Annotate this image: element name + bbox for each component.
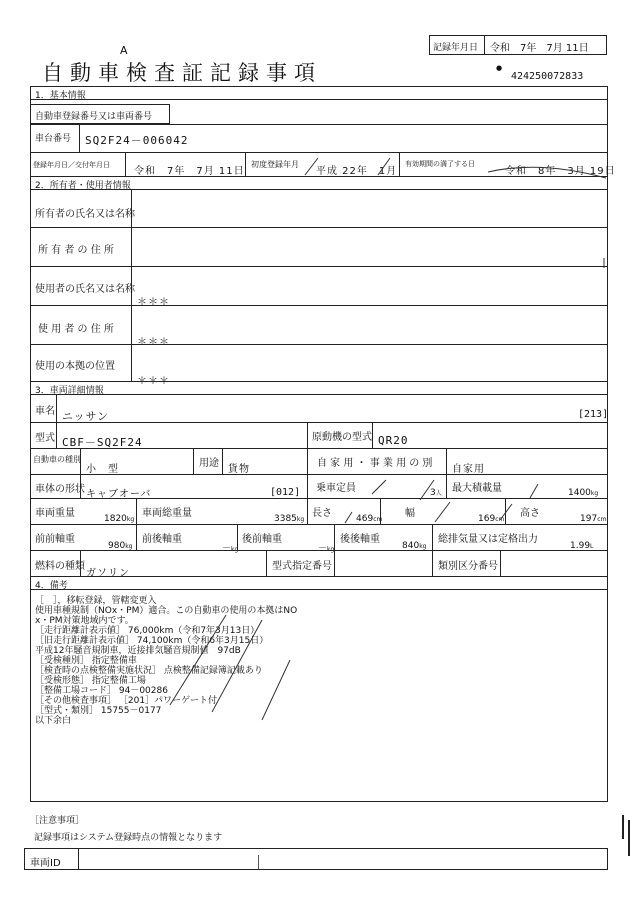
first-registration-label: 初度登録年月 [251,160,299,169]
rear-front-axle-label: 後前軸重 [242,534,282,545]
remarks-line: ［型式・類別］ 15755－0177 [35,706,162,716]
remarks-line: ［旧走行距離計表示値］ 74,100km（令和6年3月15日） [35,636,269,646]
remarks-line: ［受検種別］ 指定整備車 [35,656,137,666]
user-address-label: 使 用 者 の 住 所 [38,324,114,335]
length-label: 長さ [312,508,332,519]
gross-weight-label: 車両総重量 [142,508,192,519]
remarks-line: ［整備工場コード］ 94－00286 [35,686,168,696]
user-name-label: 使用者の氏名又は名称 [35,284,135,295]
issue-date-value: 令和 7年 7月 11日 [134,166,245,177]
body-shape-value: キャブオーバ [86,489,152,500]
engine-model-value: QR20 [378,434,409,447]
page-title: 自動車検査証記録事項 [42,61,322,85]
capacity-label: 乗車定員 [316,483,356,494]
fuel-type-label: 燃料の種類 [35,561,85,572]
record-date-value: 令和 7年 7月 11日 [490,43,589,54]
remarks-line: ［受検形態］ 指定整備工場 [35,676,146,686]
remarks-line: 使用車種規制（NOx・PM）適合。この自動車の使用の本拠はNO [35,606,298,616]
owner-name-label: 所有者の氏名又は名称 [35,209,135,220]
vehicle-kind-value: 小 型 [86,464,119,475]
displacement-value: 1.99L [570,541,594,551]
private-business-value: 自家用 [452,464,485,475]
vehicle-name-label: 車名 [35,406,55,417]
stray-mark: ● [496,64,503,72]
designation-number-label: 型式指定番号 [272,561,332,572]
document-number: 424250072833 [511,71,584,82]
scan-mark [258,855,259,869]
fuel-type-value: ガソリン [86,568,130,579]
remarks-line: 以下余白 [35,716,72,726]
vehicle-weight-label: 車両重量 [35,508,75,519]
chassis-label: 車台番号 [35,134,72,144]
remarks-line: 平成12年騒音規制車，近接排気騒音規制値 97dB [35,646,241,656]
user-name-value: ＊＊＊ [137,297,170,308]
vehicle-weight-value: 1820kg [104,514,135,524]
section-vehicle: 3．車両詳細情報 [35,386,104,396]
capacity-value: 3人 [430,488,442,498]
displacement-label: 総排気量又は定格出力 [438,534,538,545]
height-value: 197cm [580,514,607,524]
scan-mark [622,815,624,839]
vehicle-id-label: 車両ID [30,858,61,869]
issue-date-label: 登録年月日／交付年月日 [33,161,110,169]
vehicle-id-box [24,848,608,870]
model-value: CBF－SQ2F24 [62,436,143,449]
max-load-label: 最大積載量 [452,483,502,494]
owner-address-label: 所 有 者 の 住 所 [38,245,114,256]
base-location-value: ＊＊＊ [137,376,170,387]
rear-front-axle-value: －kg [318,544,335,554]
vehicle-name-code: [213] [578,409,609,420]
gross-weight-value: 3385kg [274,514,305,524]
expiry-label: 有効期間の満了する日 [405,160,475,168]
private-business-label: 自 家 用 ・ 事 業 用 の 別 [317,458,433,469]
scan-mark [628,820,630,856]
notes-title: ［注意事項］ [30,816,85,826]
remarks-line: ［ ］，移転登録，管轄変更入 [35,596,157,606]
model-label: 型式 [35,433,55,444]
width-label: 幅 [405,508,415,519]
base-location-label: 使用の本拠の位置 [35,361,115,372]
front-rear-axle-value: －kg [222,544,239,554]
registration-number-label: 自動車登録番号又は車両番号 [35,112,153,122]
class-number-label: 類別区分番号 [438,561,498,572]
use-value: 貨物 [228,464,250,475]
expiry-value: 令和 8年 3月 19日 [505,166,616,177]
section-owner: 2．所有者・使用者情報 [35,181,131,191]
remarks-line: ［検査時の点検整備実施状況］ 点検整備記録簿記載あり [35,666,263,676]
length-value: 469cm [356,514,383,524]
chassis-value: SQ2F24－006042 [85,134,189,147]
section-remarks: 4．備考 [35,581,68,591]
remarks-line: ［走行距離計表示値］ 76,000km（令和7年3月13日） [35,626,260,636]
front-front-axle-label: 前前軸重 [35,534,75,545]
max-load-value: 1400kg [568,488,599,498]
remarks-line: ［その他検査事項］ ［201］パワーゲート付 [35,696,218,706]
body-shape-label: 車体の形状 [35,484,85,495]
front-front-axle-value: 980kg [108,541,133,551]
width-value: 169cm [478,514,505,524]
vehicle-name-value: ニッサン [62,410,110,423]
header-letter: A [120,44,128,57]
first-registration-value: 平成 22年 1月 [316,166,398,177]
record-date-label: 記録年月日 [433,43,479,53]
use-label: 用途 [199,458,219,469]
body-shape-code: [012] [270,487,301,498]
engine-model-label: 原動機の型式 [312,432,372,443]
vehicle-kind-label: 自動車の種別 [33,455,81,464]
rear-rear-axle-label: 後後軸重 [340,534,380,545]
notes-text: 記録事項はシステム登録時点の情報となります [34,833,223,843]
user-address-value: ＊＊＊ [137,337,170,348]
rear-rear-axle-value: 840kg [402,541,427,551]
front-rear-axle-label: 前後軸重 [142,534,182,545]
remarks-line: x・PM対策地域内です。 [35,616,134,626]
height-label: 高さ [520,508,540,519]
section-basic: 1．基本情報 [35,91,86,101]
